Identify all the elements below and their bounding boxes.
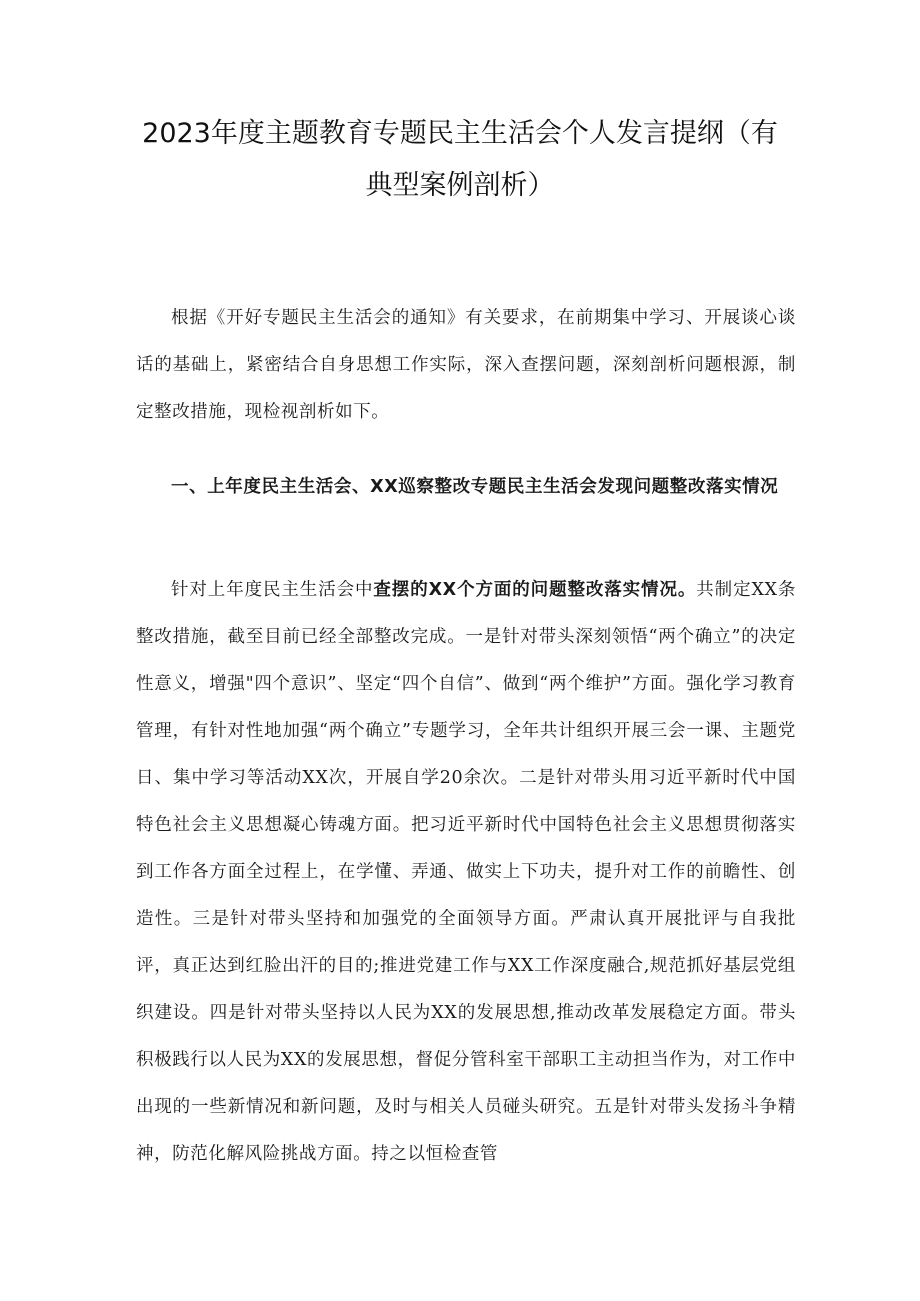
section-1-body: 共制定XX条整改措施，截至目前已经全部整改完成。一是针对带头深刻领悟“两个确立”的决定性意义，增强"四个意识”、坚定“四个自信”、做到“两个维护”方面。强化学习教育管理，有针对性地加强“两个确立”专题学习，全年共计组织开展三会一课、主题党日、集中学习等活动XX次，开展自学20余次。二是针对带头用习近平新时代中国特色社会主义思想凝心铸魂方面。把习近平新时代中国特色社会主义思想贯彻落实到工作各方面全过程上，在学懂、弄通、做实上下功夫，提升对工作的前瞻性、创造性。三是针对带头坚持和加强党的全面领导方面。严肃认真开展批评与自我批评，真正达到红脸出汗的目的;推进党建工作与XX工作深度融合,规范抓好基层党组织建设。四是针对带头坚持以人民为XX的发展思想,推动改革发展稳定方面。带头积极践行以人民为XX的发展思想，督促分管科室干部职工主动担当作为，对工作中出现的一些新情况和新问题，及时与相关人员碰头研究。五是针对带头发扬斗争精神，防范化解风险挑战方面。持之以恒检查管	[136, 580, 796, 1164]
title-line-1: 2023年度主题教育专题民主生活会个人发言提纲（有	[142, 118, 778, 149]
document-title	[120, 108, 800, 212]
intro-paragraph: 根据《开好专题民主生活会的通知》有关要求，在前期集中学习、开展谈心谈话的基础上，紧密结合自身思想工作实际，深入查摆问题，深刻剖析问题根源，制定整改措施，现检视剖析如下。	[136, 308, 796, 422]
section-1-lead: 针对上年度民主生活会中	[171, 580, 374, 600]
title-line-2: 典型案例剖析）	[365, 170, 555, 201]
section-1-heading: 一、上年度民主生活会、XX巡察整改专题民主生活会发现问题整改落实情况	[171, 477, 779, 497]
section-1-bold-phrase: 查摆的XX个方面的问题整改落实情况。	[373, 580, 697, 600]
section-1-paragraph	[136, 567, 796, 1178]
